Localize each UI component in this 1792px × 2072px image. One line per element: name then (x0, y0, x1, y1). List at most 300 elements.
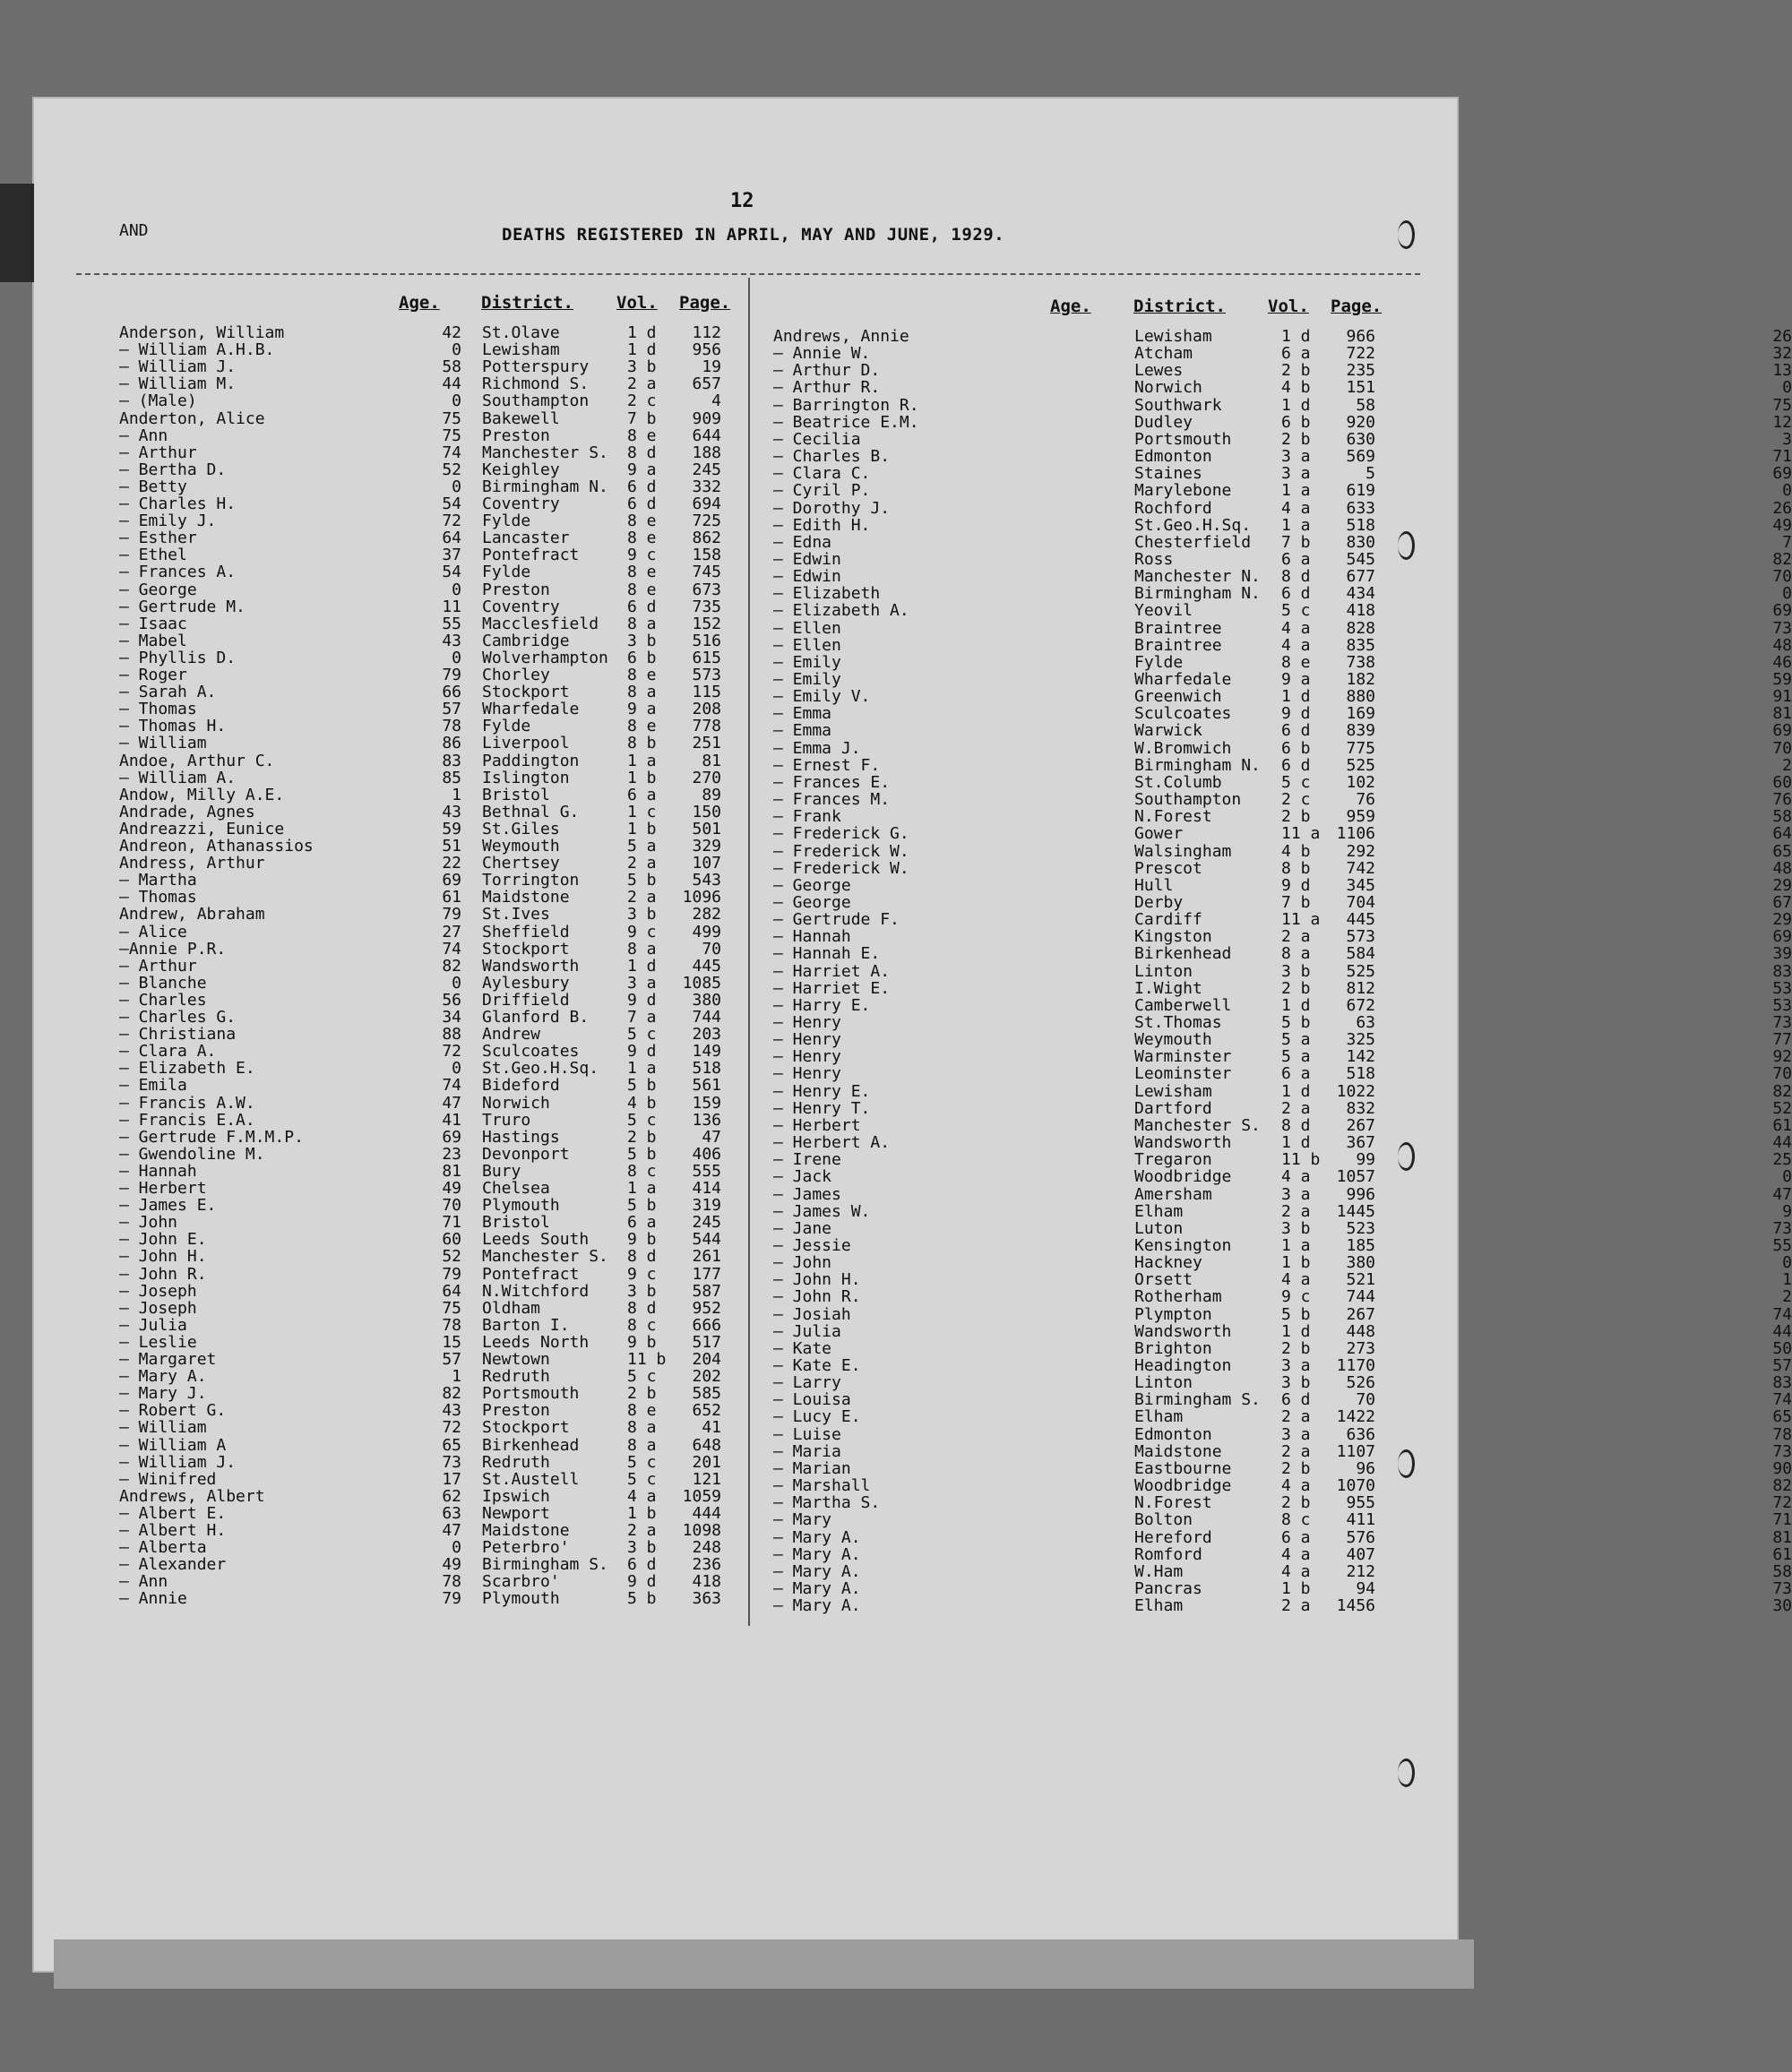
entry-district: Barton I. (482, 1315, 570, 1335)
entry-page: 835 (1346, 635, 1375, 655)
entry-age: 0 (1782, 378, 1792, 398)
entry-age: 34 (442, 1008, 461, 1027)
entry-age: 59 (442, 819, 461, 838)
entry-age: 37 (442, 546, 461, 565)
entry-vol: 5 a (1281, 1030, 1311, 1050)
entry-district: Bury (482, 1161, 521, 1181)
entry-page: 89 (702, 785, 721, 804)
entry-name: — Annie W. (773, 344, 871, 364)
entry-district: Greenwich (1134, 687, 1222, 707)
entry-page: 744 (692, 1008, 721, 1027)
entry-page: 1085 (682, 973, 721, 993)
entry-age: 78 (442, 717, 461, 736)
entry-name: — Alice (119, 922, 187, 941)
entry-page: 169 (1346, 704, 1375, 724)
binder-hole-icon (1398, 220, 1415, 249)
entry-district: Amersham (1134, 1184, 1212, 1204)
entry-age: 26 (1772, 327, 1792, 346)
entry-name: Anderton, Alice (119, 408, 265, 428)
entry-vol: 8 b (1281, 858, 1311, 878)
entry-vol: 5 c (627, 1469, 657, 1489)
entry-district: Ipswich (482, 1486, 550, 1506)
entry-page: 112 (692, 323, 721, 342)
entry-vol: 6 a (1281, 1064, 1311, 1084)
entry-vol: 1 b (1281, 1253, 1311, 1273)
entry-page: 58 (1356, 395, 1375, 415)
entry-age: 65 (1772, 1407, 1792, 1427)
entry-age: 64 (442, 1281, 461, 1301)
entry-name: — Thomas H. (119, 717, 227, 736)
entry-vol: 3 b (627, 357, 657, 377)
entry-name: Andrade, Agnes (119, 802, 255, 821)
entry-name: — Herbert A. (773, 1133, 891, 1153)
entry-vol: 8 d (1281, 567, 1311, 587)
entry-name: Andreazzi, Eunice (119, 819, 285, 838)
entry-name: — Mary A. (773, 1578, 861, 1598)
entry-vol: 3 b (627, 905, 657, 924)
entry-age: 43 (442, 631, 461, 650)
entry-name: — Joseph (119, 1281, 197, 1301)
entry-page: 569 (1346, 447, 1375, 467)
entry-name: — Bertha D. (119, 460, 227, 479)
entry-vol: 5 a (1281, 1047, 1311, 1067)
entry-district: Newtown (482, 1350, 550, 1369)
entry-district: St.Austell (482, 1469, 580, 1489)
entry-vol: 5 c (627, 1025, 657, 1045)
entry-vol: 5 b (627, 1076, 657, 1096)
entry-district: Leeds North (482, 1332, 590, 1352)
entry-page: 501 (692, 819, 721, 838)
entry-age: 71 (1772, 447, 1792, 467)
entry-vol: 1 a (1281, 1235, 1311, 1255)
entry-age: 23 (442, 1144, 461, 1164)
entry-name: — Hannah E. (773, 944, 881, 964)
entry-page: 329 (692, 837, 721, 855)
entry-name: — Isaac (119, 614, 187, 633)
entry-name: — Sarah A. (119, 683, 217, 702)
entry-age: 70 (1772, 1064, 1792, 1084)
entry-name: — Kate E. (773, 1356, 861, 1375)
entry-district: Birmingham S. (1134, 1390, 1261, 1410)
entry-district: W.Ham (1134, 1561, 1184, 1581)
entry-name: — Marshall (773, 1476, 871, 1496)
entry-name: — Charles (119, 990, 207, 1010)
entry-district: Hull (1134, 875, 1174, 895)
right-header-district: District. (1133, 297, 1226, 316)
entry-age: 81 (1772, 1527, 1792, 1547)
entry-page: 76 (1356, 790, 1375, 810)
entry-name: — Julia (119, 1315, 187, 1335)
entry-vol: 1 d (627, 956, 657, 976)
entry-page: 735 (692, 597, 721, 616)
entry-page: 880 (1346, 687, 1375, 707)
entry-district: Bristol (482, 1213, 550, 1233)
entry-district: Rotherham (1134, 1287, 1222, 1307)
entry-page: 182 (1346, 670, 1375, 689)
entry-name: — Blanche (119, 973, 207, 993)
entry-district: Elham (1134, 1201, 1184, 1221)
entry-vol: 1 d (627, 340, 657, 360)
entry-district: Lewisham (482, 340, 560, 360)
entry-vol: 8 e (627, 563, 657, 582)
page-number: 12 (730, 190, 754, 212)
entry-district: Gower (1134, 824, 1184, 844)
entry-district: Aylesbury (482, 973, 570, 993)
entry-vol: 11 b (1281, 1150, 1321, 1170)
entry-page: 839 (1346, 721, 1375, 741)
entry-vol: 6 a (1281, 549, 1311, 569)
entry-vol: 2 b (1281, 1493, 1311, 1513)
entry-district: Fylde (482, 512, 531, 531)
entry-name: — Barrington R. (773, 395, 919, 415)
entry-vol: 2 a (627, 888, 657, 907)
entry-vol: 2 c (627, 391, 657, 411)
entry-age: 54 (442, 563, 461, 582)
entry-age: 83 (1772, 1373, 1792, 1393)
entry-district: W.Bromwich (1134, 738, 1232, 758)
entry-age: 55 (1772, 1235, 1792, 1255)
entry-district: Orsett (1134, 1270, 1193, 1290)
entry-age: 72 (442, 1418, 461, 1438)
entry-age: 39 (1772, 944, 1792, 964)
entry-page: 251 (692, 734, 721, 753)
entry-name: — Margaret (119, 1350, 217, 1369)
entry-name: — Edna (773, 532, 832, 552)
entry-name: — Jack (773, 1167, 832, 1187)
entry-page: 657 (692, 374, 721, 394)
entry-name: — Henry (773, 1047, 841, 1067)
entry-name: — William (119, 1418, 207, 1438)
entry-page: 270 (692, 768, 721, 787)
entry-name: — Cecilia (773, 429, 861, 449)
entry-vol: 5 c (627, 1367, 657, 1387)
entry-name: — Frances M. (773, 790, 891, 810)
entry-name: — Charles B. (773, 447, 891, 467)
entry-age: 75 (1772, 395, 1792, 415)
entry-name: — Larry (773, 1373, 841, 1393)
entry-name: — James E. (119, 1196, 217, 1216)
binder-hole-icon (1398, 531, 1415, 560)
entry-name: — Alberta (119, 1538, 207, 1558)
entry-page: 41 (702, 1418, 721, 1438)
entry-district: Cambridge (482, 631, 570, 650)
entry-page: 952 (692, 1298, 721, 1318)
entry-age: 47 (442, 1521, 461, 1540)
entry-district: Wharfedale (1134, 670, 1232, 689)
entry-page: 203 (692, 1025, 721, 1045)
entry-page: 177 (692, 1264, 721, 1284)
page-title: DEATHS REGISTERED IN APRIL, MAY AND JUNE, 1929. (502, 225, 1005, 245)
entry-page: 418 (692, 1572, 721, 1592)
entry-vol: 2 b (627, 1384, 657, 1404)
entry-page: 1107 (1336, 1441, 1375, 1461)
entry-vol: 2 a (1281, 1441, 1311, 1461)
entry-page: 862 (692, 529, 721, 548)
entry-name: — Frederick W. (773, 841, 909, 861)
entry-name: Andow, Milly A.E. (119, 785, 285, 804)
entry-age: 92 (1772, 1047, 1792, 1067)
entry-age: 63 (442, 1503, 461, 1523)
entry-district: Chelsea (482, 1179, 550, 1198)
entry-age: 58 (1772, 1561, 1792, 1581)
entry-vol: 11 a (1281, 824, 1321, 844)
entry-page: 673 (692, 580, 721, 599)
entry-age: 50 (1772, 1338, 1792, 1358)
entry-page: 585 (692, 1384, 721, 1404)
entry-vol: 2 c (1281, 790, 1311, 810)
entry-district: Portsmouth (1134, 429, 1232, 449)
entry-age: 73 (1772, 1218, 1792, 1238)
entry-age: 29 (1772, 910, 1792, 930)
entry-age: 69 (1772, 721, 1792, 741)
entry-vol: 2 b (1281, 978, 1311, 998)
entry-vol: 3 a (1281, 1356, 1311, 1375)
entry-vol: 8 a (627, 1418, 657, 1438)
entry-age: 25 (1772, 1150, 1792, 1170)
entry-vol: 9 c (627, 1264, 657, 1284)
entry-age: 46 (1772, 652, 1792, 672)
entry-page: 587 (692, 1281, 721, 1301)
entry-district: Prescot (1134, 858, 1202, 878)
entry-name: — Clara C. (773, 464, 871, 484)
entry-page: 812 (1346, 978, 1375, 998)
entry-page: 150 (692, 802, 721, 821)
entry-page: 636 (1346, 1424, 1375, 1444)
entry-district: Preston (482, 580, 550, 599)
entry-age: 0 (1782, 1167, 1792, 1187)
entry-district: Fylde (482, 563, 531, 582)
entry-district: Birkenhead (482, 1435, 580, 1455)
entry-district: Coventry (482, 597, 560, 616)
entry-age: 32 (1772, 344, 1792, 364)
entry-vol: 9 b (627, 1230, 657, 1250)
entry-age: 1 (452, 1367, 461, 1387)
entry-name: — Arthur D. (773, 361, 881, 381)
entry-district: Elham (1134, 1596, 1184, 1616)
entry-district: Linton (1134, 961, 1193, 981)
entry-vol: 5 c (1281, 601, 1311, 621)
entry-vol: 3 a (627, 973, 657, 993)
entry-vol: 7 b (627, 408, 657, 428)
entry-district: Wandsworth (1134, 1133, 1232, 1153)
entry-name: — George (119, 580, 197, 599)
entry-age: 78 (1772, 1424, 1792, 1444)
entry-page: 633 (1346, 498, 1375, 518)
scan-edge-strip (0, 184, 34, 282)
entry-district: Portsmouth (482, 1384, 580, 1404)
entry-age: 75 (442, 408, 461, 428)
entry-district: Stockport (482, 683, 570, 702)
entry-age: 70 (1772, 567, 1792, 587)
entry-page: 273 (1346, 1338, 1375, 1358)
entry-age: 79 (442, 1589, 461, 1609)
entry-page: 573 (692, 666, 721, 684)
entry-page: 830 (1346, 532, 1375, 552)
entry-name: — Alexander (119, 1555, 227, 1575)
entry-name: — Henry (773, 1030, 841, 1050)
entry-page: 778 (692, 717, 721, 736)
entry-district: Southwark (1134, 395, 1222, 415)
entry-district: St.Ives (482, 905, 550, 924)
entry-age: 1 (452, 785, 461, 804)
entry-age: 88 (442, 1025, 461, 1045)
entry-age: 0 (452, 1538, 461, 1558)
entry-district: Leeds South (482, 1230, 590, 1250)
entry-name: — Emily (773, 652, 841, 672)
entry-district: Pancras (1134, 1578, 1202, 1598)
entry-page: 96 (1356, 1458, 1375, 1478)
entry-district: Hackney (1134, 1253, 1202, 1273)
entry-name: — Frank (773, 807, 841, 827)
entry-vol: 8 a (627, 939, 657, 959)
entry-name: — Elizabeth E. (119, 1059, 255, 1079)
entry-page: 738 (1346, 652, 1375, 672)
entry-name: — John H. (119, 1247, 207, 1267)
entry-page: 725 (692, 512, 721, 531)
entry-age: 72 (1772, 1493, 1792, 1513)
entry-page: 94 (1356, 1578, 1375, 1598)
entry-page: 523 (1346, 1218, 1375, 1238)
entry-page: 19 (702, 357, 721, 377)
entry-district: Edmonton (1134, 447, 1212, 467)
entry-page: 149 (692, 1042, 721, 1062)
entry-vol: 11 a (1281, 910, 1321, 930)
entry-page: 201 (692, 1452, 721, 1472)
entry-age: 26 (1772, 498, 1792, 518)
entry-vol: 5 a (627, 837, 657, 855)
entry-page: 319 (692, 1196, 721, 1216)
left-header-district: District. (481, 293, 573, 313)
entry-vol: 2 a (627, 854, 657, 873)
entry-district: St.Thomas (1134, 1013, 1222, 1032)
entry-age: 52 (442, 1247, 461, 1267)
entry-page: 367 (1346, 1133, 1375, 1153)
entry-vol: 8 e (627, 426, 657, 445)
entry-district: Birmingham N. (1134, 584, 1261, 604)
entry-district: Woodbridge (1134, 1167, 1232, 1187)
entry-page: 4 (711, 391, 721, 411)
entry-name: — Elizabeth (773, 584, 881, 604)
entry-vol: 2 a (1281, 1098, 1311, 1118)
entry-vol: 6 d (1281, 1390, 1311, 1410)
entry-district: Maidstone (482, 1521, 570, 1540)
entry-page: 282 (692, 905, 721, 924)
entry-page: 208 (692, 700, 721, 719)
entry-district: Richmond S. (482, 374, 590, 394)
entry-page: 418 (1346, 601, 1375, 621)
entry-page: 70 (702, 939, 721, 959)
entry-district: Eastbourne (1134, 1458, 1232, 1478)
entry-name: — Marian (773, 1458, 851, 1478)
entry-district: St.Olave (482, 323, 560, 342)
entry-vol: 8 e (627, 717, 657, 736)
entry-page: 151 (1346, 378, 1375, 398)
entry-name: — Herbert (773, 1115, 861, 1135)
entry-name: — George (773, 892, 851, 912)
binder-hole-icon (1398, 1758, 1415, 1787)
entry-name: — John E. (119, 1230, 207, 1250)
entry-vol: 5 b (627, 1196, 657, 1216)
entry-age: 53 (1772, 995, 1792, 1015)
entry-vol: 6 b (1281, 412, 1311, 432)
entry-vol: 9 a (627, 700, 657, 719)
entry-page: 615 (692, 648, 721, 667)
entry-vol: 1 a (627, 751, 657, 770)
entry-age: 0 (452, 973, 461, 993)
entry-name: — Mabel (119, 631, 187, 650)
entry-vol: 8 d (627, 1298, 657, 1318)
entry-name: — Luise (773, 1424, 841, 1444)
entry-vol: 8 a (1281, 944, 1311, 964)
entry-vol: 9 b (627, 1332, 657, 1352)
entry-age: 2 (1782, 1287, 1792, 1307)
entry-age: 83 (442, 751, 461, 770)
entry-vol: 1 b (1281, 1578, 1311, 1598)
entry-name: — Charles H. (119, 494, 237, 513)
entry-district: Manchester S. (482, 443, 608, 462)
entry-vol: 5 c (627, 1452, 657, 1472)
entry-vol: 6 b (1281, 738, 1311, 758)
entry-vol: 4 b (1281, 841, 1311, 861)
entry-district: Preston (482, 426, 550, 445)
entry-page: 63 (1356, 1013, 1375, 1032)
entry-age: 57 (442, 700, 461, 719)
entry-name: Andreon, Athanassios (119, 837, 314, 855)
entry-district: Preston (482, 1401, 550, 1421)
entry-district: Fylde (482, 717, 531, 736)
entry-vol: 2 a (1281, 1407, 1311, 1427)
entry-vol: 8 c (1281, 1510, 1311, 1530)
entry-page: 1096 (682, 888, 721, 907)
entry-vol: 3 b (1281, 1218, 1311, 1238)
entry-vol: 6 d (1281, 584, 1311, 604)
register-sheet (34, 99, 1457, 1971)
entry-district: Dartford (1134, 1098, 1212, 1118)
entry-name: — Dorothy J. (773, 498, 891, 518)
entry-district: Stockport (482, 939, 570, 959)
entry-name: — Arthur R. (773, 378, 881, 398)
entry-name: — Harriet E. (773, 978, 891, 998)
entry-age: 1 (1782, 1270, 1792, 1290)
entry-age: 69 (1772, 464, 1792, 484)
entry-district: Elham (1134, 1407, 1184, 1427)
entry-district: Hereford (1134, 1527, 1212, 1547)
entry-page: 1098 (682, 1521, 721, 1540)
entry-name: — Mary A. (773, 1596, 861, 1616)
entry-page: 235 (1346, 361, 1375, 381)
entry-age: 30 (1772, 1596, 1792, 1616)
entry-name: — Emily J. (119, 512, 217, 531)
entry-age: 41 (442, 1110, 461, 1130)
entry-page: 744 (1346, 1287, 1375, 1307)
entry-vol: 8 e (627, 666, 657, 684)
entry-page: 1057 (1336, 1167, 1375, 1187)
entry-district: Manchester S. (482, 1247, 608, 1267)
entry-name: — Clara A. (119, 1042, 217, 1062)
entry-vol: 4 a (1281, 618, 1311, 638)
entry-vol: 8 e (627, 512, 657, 531)
entry-name: — Julia (773, 1321, 841, 1341)
entry-name: — Joseph (119, 1298, 197, 1318)
entry-vol: 2 a (627, 374, 657, 394)
entry-district: Edmonton (1134, 1424, 1212, 1444)
entry-age: 82 (1772, 1081, 1792, 1101)
entry-district: Birmingham N. (1134, 755, 1261, 775)
entry-vol: 9 a (1281, 670, 1311, 689)
entry-page: 518 (692, 1059, 721, 1079)
entry-age: 73 (442, 1452, 461, 1472)
entry-vol: 11 b (627, 1350, 667, 1369)
